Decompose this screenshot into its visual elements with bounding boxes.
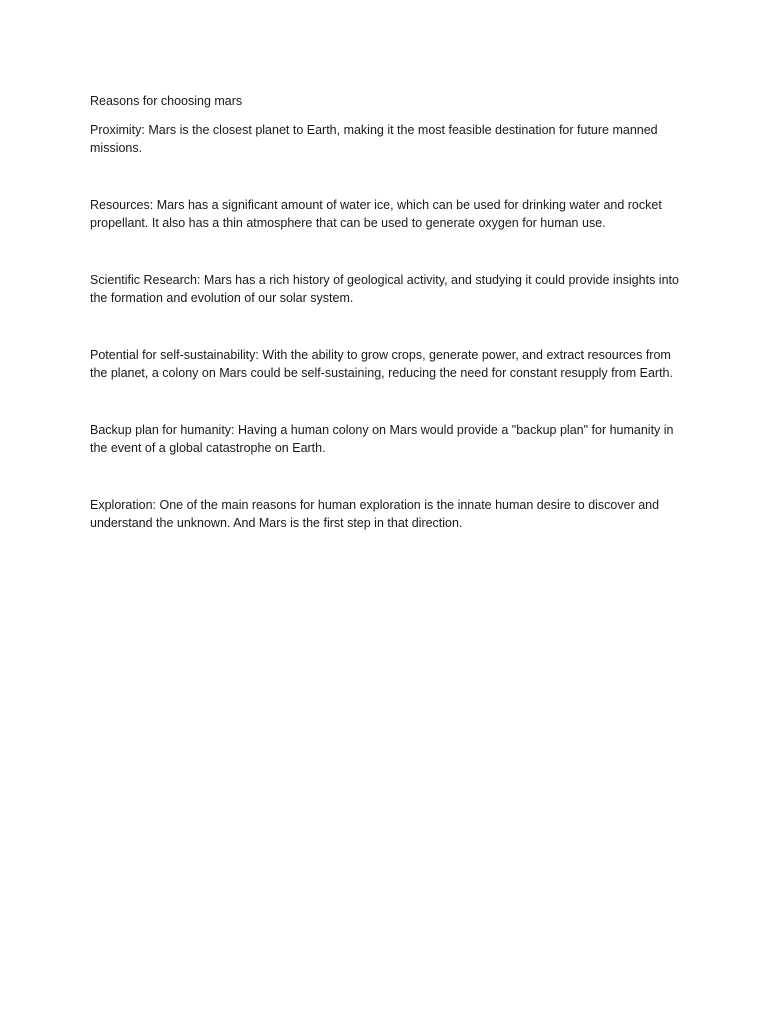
paragraph-self-sustainability: Potential for self-sustainability: With the ability to grow crops, generate power, and extract resources from the planet, a colony on Mars could be self-sustaining, reducing the need for constant resupply from Earth. — [90, 348, 673, 380]
document-heading: Reasons for choosing mars — [90, 94, 243, 108]
document-body — [90, 92, 690, 571]
paragraph-proximity: Proximity: Mars is the closest planet to Earth, making it the most feasible destination for future manned missions. — [90, 123, 658, 155]
paragraph-exploration: Exploration: One of the main reasons for human exploration is the innate human desire to discover and understand the unknown. And Mars is the first step in that direction. — [90, 498, 660, 530]
paragraph-resources: Resources: Mars has a significant amount of water ice, which can be used for drinking water and rocket propellant. It also has a thin atmosphere that can be used to generate oxygen for human use. — [90, 198, 662, 230]
paragraph-backup-plan: Backup plan for humanity: Having a human colony on Mars would provide a "backup plan" for humanity in the event of a global catastrophe on Earth. — [90, 423, 674, 455]
paragraph-scientific-research: Scientific Research: Mars has a rich history of geological activity, and studying it could provide insights into the formation and evolution of our solar system. — [90, 273, 679, 305]
